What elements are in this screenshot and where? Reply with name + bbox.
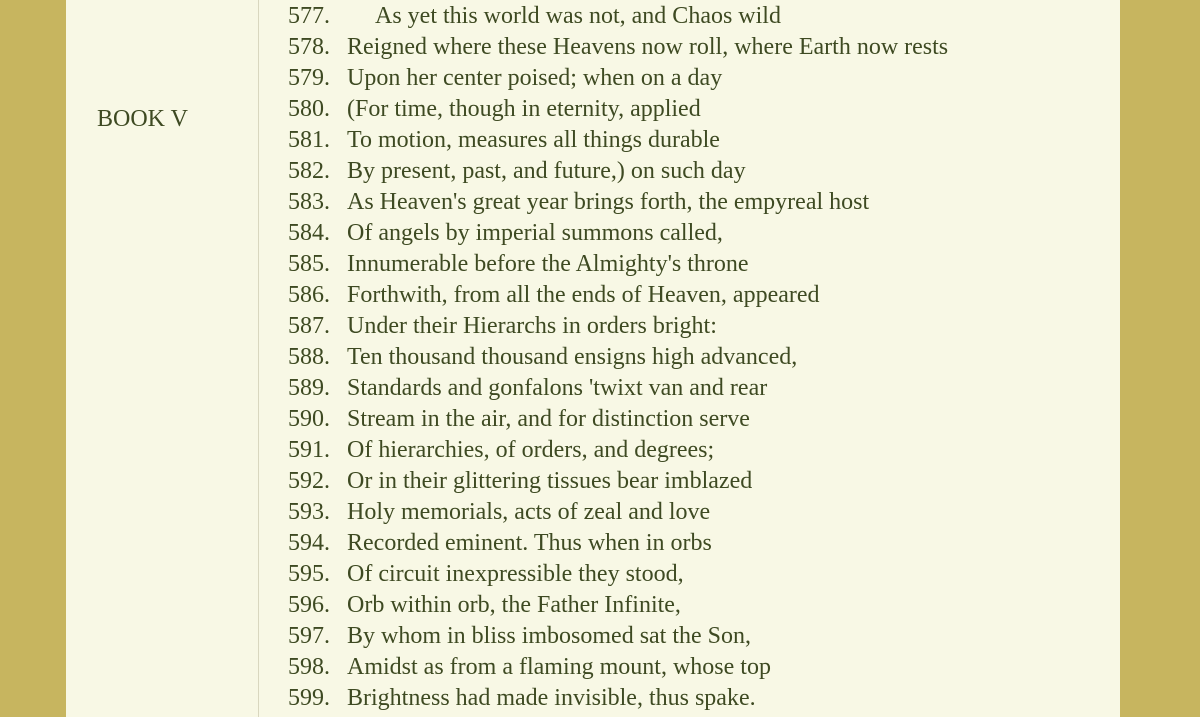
line-number: 582. <box>288 158 330 184</box>
poem-line <box>288 683 948 714</box>
line-text: Of angels by imperial summons called, <box>347 220 723 246</box>
line-text: Of circuit inexpressible they stood, <box>347 561 684 587</box>
line-text: Amidst as from a flaming mount, whose top <box>347 654 771 680</box>
line-text: (For time, though in eternity, applied <box>347 96 701 122</box>
line-text: To motion, measures all things durable <box>347 127 720 153</box>
line-number: 597. <box>288 623 330 649</box>
line-text: Of hierarchies, of orders, and degrees; <box>347 437 715 463</box>
line-number: 587. <box>288 313 330 339</box>
line-text: Or in their glittering tissues bear imblazed <box>347 468 753 494</box>
book-label: BOOK V <box>97 106 188 132</box>
line-text: Orb within orb, the Father Infinite, <box>347 592 681 618</box>
line-text: Ten thousand thousand ensigns high advanced, <box>347 344 798 370</box>
line-text: Forthwith, from all the ends of Heaven, appeared <box>347 282 820 308</box>
line-text: Upon her center poised; when on a day <box>347 65 723 91</box>
line-number: 585. <box>288 251 330 277</box>
poem-page <box>66 0 1120 717</box>
poem-line <box>288 342 948 373</box>
poem-line <box>288 311 948 342</box>
line-text: By whom in bliss imbosomed sat the Son, <box>347 623 752 649</box>
line-number: 586. <box>288 282 330 308</box>
poem-line <box>288 218 948 249</box>
line-text: Reigned where these Heavens now roll, where Earth now rests <box>347 34 949 60</box>
line-number: 578. <box>288 34 330 60</box>
column-divider <box>258 0 259 717</box>
poem-line <box>288 621 948 652</box>
line-number: 592. <box>288 468 330 494</box>
line-number: 588. <box>288 344 330 370</box>
poem-line <box>288 435 948 466</box>
poem-line <box>288 528 948 559</box>
line-number: 593. <box>288 499 330 525</box>
line-text: Stream in the air, and for distinction serve <box>347 406 750 432</box>
line-number: 596. <box>288 592 330 618</box>
line-number: 577. <box>288 3 330 29</box>
line-number: 590. <box>288 406 330 432</box>
poem-line <box>288 63 948 94</box>
line-number: 589. <box>288 375 330 401</box>
poem-lines <box>288 1 948 714</box>
poem-line <box>288 32 948 63</box>
line-number: 595. <box>288 561 330 587</box>
line-number: 598. <box>288 654 330 680</box>
line-number: 594. <box>288 530 330 556</box>
line-text: By present, past, and future,) on such day <box>347 158 746 184</box>
poem-line <box>288 559 948 590</box>
line-text: Innumerable before the Almighty's throne <box>347 251 749 277</box>
line-number: 581. <box>288 127 330 153</box>
poem-line <box>288 125 948 156</box>
line-number: 583. <box>288 189 330 215</box>
line-number: 599. <box>288 685 330 711</box>
poem-line <box>288 652 948 683</box>
line-text: Brightness had made invisible, thus spake. <box>347 685 756 711</box>
line-text: As yet this world was not, and Chaos wild <box>375 3 781 29</box>
line-number: 579. <box>288 65 330 91</box>
poem-line <box>288 156 948 187</box>
poem-line <box>288 466 948 497</box>
line-text: Holy memorials, acts of zeal and love <box>347 499 711 525</box>
line-text: Recorded eminent. Thus when in orbs <box>347 530 712 556</box>
line-text: Under their Hierarchs in orders bright: <box>347 313 717 339</box>
poem-line <box>288 187 948 218</box>
poem-line <box>288 280 948 311</box>
line-number: 584. <box>288 220 330 246</box>
poem-line <box>288 1 948 32</box>
line-text: As Heaven's great year brings forth, the empyreal host <box>347 189 870 215</box>
line-number: 591. <box>288 437 330 463</box>
poem-line <box>288 497 948 528</box>
line-text: Standards and gonfalons 'twixt van and rear <box>347 375 768 401</box>
poem-line <box>288 373 948 404</box>
poem-line <box>288 249 948 280</box>
poem-line <box>288 94 948 125</box>
line-number: 580. <box>288 96 330 122</box>
poem-line <box>288 404 948 435</box>
poem-line <box>288 590 948 621</box>
